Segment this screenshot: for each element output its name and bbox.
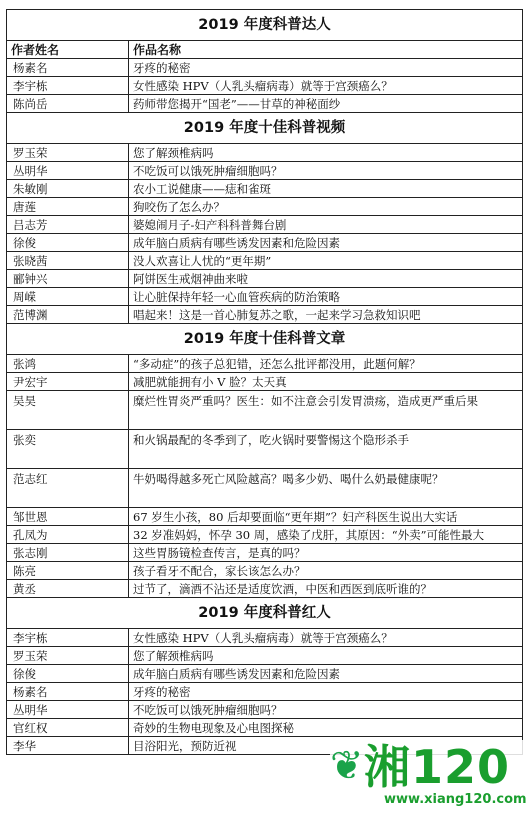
header-row: [7, 41, 523, 59]
work-title: 牙疼的秘密: [129, 683, 523, 701]
author-name: 朱敏刚: [7, 180, 129, 198]
work-title: 减肥就能拥有小 V 脸？太天真: [129, 373, 523, 391]
author-name: 陈亮: [7, 562, 129, 580]
author-name: 范志红: [7, 469, 129, 508]
table-row: [7, 198, 523, 216]
work-title: 目浴阳光，预防近视: [129, 737, 523, 755]
work-title: 婆媳闹月子-妇产科科普舞台剧: [129, 216, 523, 234]
award-document: [6, 9, 522, 755]
table-row: [7, 629, 523, 647]
work-title: 阿饼医生戒烟神曲来啦: [129, 270, 523, 288]
author-name: 丛明华: [7, 701, 129, 719]
table-row: [7, 252, 523, 270]
author-name: 周嵘: [7, 288, 129, 306]
column-header-author: 作者姓名: [7, 41, 129, 59]
table-row: [7, 216, 523, 234]
work-title: 和火锅最配的冬季到了，吃火锅时要警惕这个隐形杀手: [129, 430, 523, 469]
author-name: 吕志芳: [7, 216, 129, 234]
author-name: 杨素名: [7, 683, 129, 701]
section-title-row: [7, 324, 523, 355]
section-title: 2019 年度十佳科普文章: [7, 324, 523, 355]
work-title: 唱起来！这是一首心肺复苏之歌，一起来学习急救知识吧: [129, 306, 523, 324]
author-name: 杨素名: [7, 59, 129, 77]
work-title: 狗咬伤了怎么办？: [129, 198, 523, 216]
work-title: 孩子看牙不配合，家长该怎么办？: [129, 562, 523, 580]
table-row: [7, 508, 523, 526]
author-name: 唐莲: [7, 198, 129, 216]
author-name: 张晓茜: [7, 252, 129, 270]
section-title-row: [7, 113, 523, 144]
section-title: 2019 年度科普达人: [7, 10, 523, 41]
author-name: 吴昊: [7, 391, 129, 430]
work-title: 糜烂性胃炎严重吗？医生：如不注意会引发胃溃疡，造成更严重后果: [129, 391, 523, 430]
author-name: 罗玉荣: [7, 144, 129, 162]
table-row: [7, 288, 523, 306]
author-name: 黄丞: [7, 580, 129, 598]
table-row: [7, 59, 523, 77]
author-name: 郦钟兴: [7, 270, 129, 288]
table-row: [7, 683, 523, 701]
table-row: [7, 544, 523, 562]
work-title: 67 岁生小孩，80 后却要面临“更年期”？妇产科医生说出大实话: [129, 508, 523, 526]
author-name: 李华: [7, 737, 129, 755]
table-row: [7, 580, 523, 598]
watermark-brand: 湘120: [364, 740, 511, 794]
watermark-logo: [330, 740, 526, 812]
table-row: [7, 701, 523, 719]
work-title: 农小工说健康——痣和雀斑: [129, 180, 523, 198]
author-name: 孔凤为: [7, 526, 129, 544]
work-title: 女性感染 HPV（人乳头瘤病毒）就等于宫颈癌么？: [129, 629, 523, 647]
table-row: [7, 306, 523, 324]
award-table-body: [7, 10, 523, 755]
table-row: [7, 665, 523, 683]
table-row: [7, 562, 523, 580]
table-row: [7, 95, 523, 113]
work-title: 您了解颈椎病吗: [129, 144, 523, 162]
author-name: 范博渊: [7, 306, 129, 324]
author-name: 尹宏宇: [7, 373, 129, 391]
table-row: [7, 430, 523, 469]
work-title: “多动症”的孩子总犯错，还怎么批评都没用，此题何解？: [129, 355, 523, 373]
work-title: 不吃饭可以饿死肿瘤细胞吗？: [129, 162, 523, 180]
table-row: [7, 355, 523, 373]
table-row: [7, 373, 523, 391]
table-row: [7, 647, 523, 665]
author-name: 李宇栋: [7, 77, 129, 95]
table-row: [7, 270, 523, 288]
work-title: 这些胃肠镜检查传言，是真的吗？: [129, 544, 523, 562]
work-title: 药师带您揭开“国老”——甘草的神秘面纱: [129, 95, 523, 113]
table-row: [7, 391, 523, 430]
work-title: 您了解颈椎病吗: [129, 647, 523, 665]
author-name: 丛明华: [7, 162, 129, 180]
author-name: 邹世恩: [7, 508, 129, 526]
work-title: 女性感染 HPV（人乳头瘤病毒）就等于宫颈癌么？: [129, 77, 523, 95]
award-table: [6, 9, 523, 755]
section-title: 2019 年度科普红人: [7, 598, 523, 629]
work-title: 奇妙的生物电现象及心电图探秘: [129, 719, 523, 737]
author-name: 徐俊: [7, 234, 129, 252]
author-name: 徐俊: [7, 665, 129, 683]
table-row: [7, 526, 523, 544]
work-title: 没人欢喜让人忧的“更年期”: [129, 252, 523, 270]
author-name: 张志刚: [7, 544, 129, 562]
work-title: 牛奶喝得越多死亡风险越高？喝多少奶、喝什么奶最健康呢？: [129, 469, 523, 508]
section-title-row: [7, 10, 523, 41]
table-row: [7, 77, 523, 95]
work-title: 成年脑白质病有哪些诱发因素和危险因素: [129, 665, 523, 683]
section-title-row: [7, 598, 523, 629]
table-row: [7, 719, 523, 737]
work-title: 牙疼的秘密: [129, 59, 523, 77]
author-name: 陈尚岳: [7, 95, 129, 113]
work-title: 成年脑白质病有哪些诱发因素和危险因素: [129, 234, 523, 252]
table-row: [7, 180, 523, 198]
work-title: 过节了，滴酒不沾还是适度饮酒，中医和西医到底听谁的？: [129, 580, 523, 598]
table-row: [7, 234, 523, 252]
section-title: 2019 年度十佳科普视频: [7, 113, 523, 144]
work-title: 32 岁准妈妈，怀孕 30 周，感染了戊肝，其原因：“外卖”可能性最大: [129, 526, 523, 544]
column-header-work: 作品名称: [129, 41, 523, 59]
author-name: 张鸿: [7, 355, 129, 373]
water-drop-icon: ❦: [330, 743, 364, 789]
author-name: 罗玉荣: [7, 647, 129, 665]
watermark-url: www.xiang120.com: [384, 792, 527, 807]
table-row: [7, 469, 523, 508]
author-name: 官红权: [7, 719, 129, 737]
author-name: 张奕: [7, 430, 129, 469]
work-title: 让心脏保持年轻一心血管疾病的防治策略: [129, 288, 523, 306]
author-name: 李宇栋: [7, 629, 129, 647]
work-title: 不吃饭可以饿死肿瘤细胞吗？: [129, 701, 523, 719]
table-row: [7, 162, 523, 180]
table-row: [7, 144, 523, 162]
